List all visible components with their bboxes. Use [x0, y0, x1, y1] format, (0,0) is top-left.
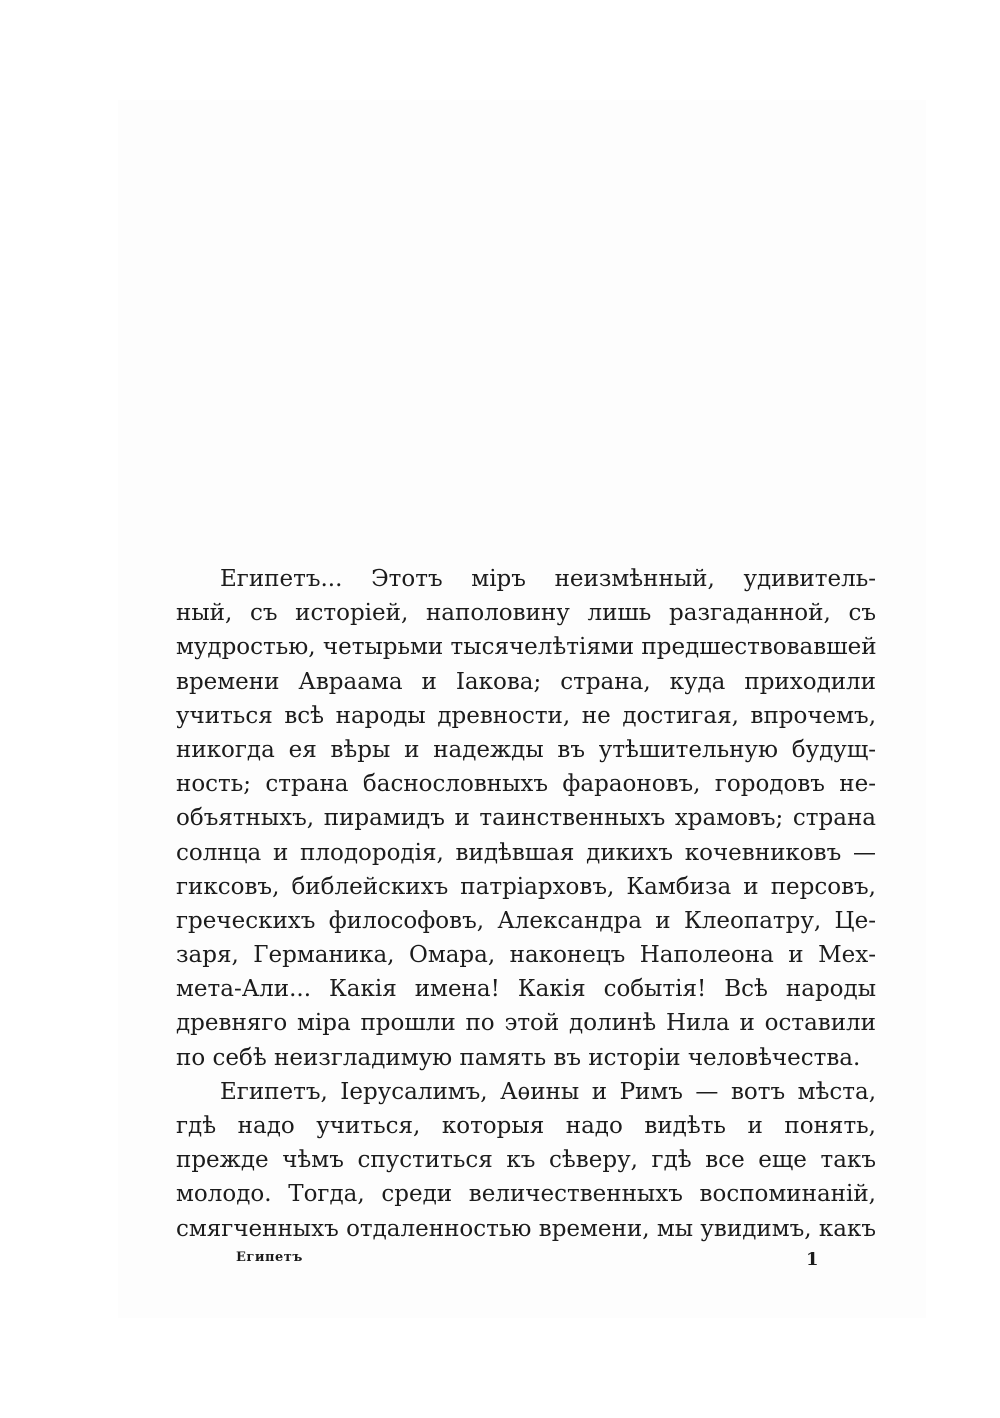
- text-line: мудростью, четырьми тысячелѣтіями предшествовавшей: [176, 634, 877, 661]
- paragraph: [176, 1075, 876, 1246]
- body-text: [176, 562, 876, 1246]
- text-line: заря, Германика, Омара, наконецъ Наполеона и Мех-: [176, 942, 876, 969]
- text-line: ность; страна баснословныхъ фараоновъ, городовъ не-: [176, 771, 876, 798]
- text-line: Египетъ... Этотъ міръ неизмѣнный, удивитель-: [220, 566, 876, 592]
- page-number: 1: [806, 1249, 819, 1270]
- text-line: учиться всѣ народы древности, не достигая, впрочемъ,: [176, 702, 876, 729]
- signature-mark: Египетъ: [236, 1250, 303, 1265]
- text-line: ный, съ исторіей, наполовину лишь разгаданной, съ: [176, 600, 876, 627]
- text-line: никогда ея вѣры и надежды въ утѣшительную будущ-: [176, 736, 876, 763]
- text-line: греческихъ философовъ, Александра и Клеопатру, Це-: [176, 907, 876, 934]
- text-line: по себѣ неизгладимую память въ исторіи человѣчества.: [176, 1044, 861, 1071]
- text-line: мета-Али... Какія имена! Какія событія! Всѣ народы: [176, 976, 876, 1003]
- paragraph: [176, 562, 876, 1075]
- text-line: объятныхъ, пирамидъ и таинственныхъ храмовъ; страна: [176, 805, 876, 832]
- text-line: времени Авраама и Іакова; страна, куда приходили: [176, 668, 876, 695]
- text-line: древняго міра прошли по этой долинѣ Нила и оставили: [176, 1010, 876, 1037]
- text-line: солнца и плодородія, видѣвшая дикихъ кочевниковъ —: [176, 839, 876, 866]
- text-line: гиксовъ, библейскихъ патріарховъ, Камбиза и персовъ,: [176, 873, 876, 900]
- text-line: гдѣ надо учиться, которыя надо видѣть и понять,: [176, 1113, 876, 1139]
- text-line: прежде чѣмъ спуститься къ сѣверу, гдѣ все еще такъ: [176, 1147, 876, 1174]
- text-line: Египетъ, Іерусалимъ, Аѳины и Римъ — вотъ мѣста,: [220, 1078, 876, 1105]
- text-line: смягченныхъ отдаленностью времени, мы увидимъ, какъ: [176, 1215, 876, 1242]
- text-line: молодо. Тогда, среди величественныхъ воспоминаній,: [176, 1181, 876, 1208]
